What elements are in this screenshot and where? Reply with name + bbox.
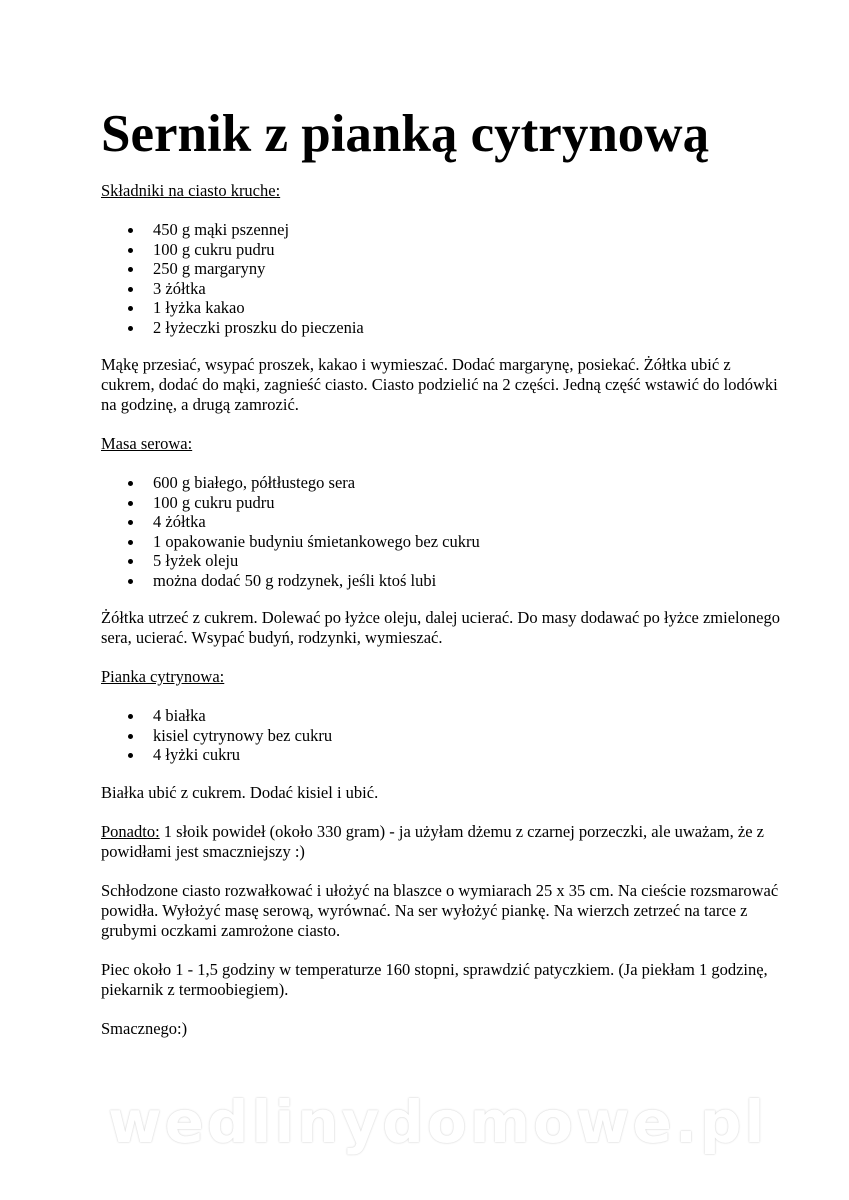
crust-instructions: Mąkę przesiać, wsypać proszek, kakao i wymieszać. Dodać margarynę, posiekać. Żółtka ubić z cukrem, dodać do mąki, zagnieść ciasto. Ciasto podzielić na 2 części. Jedną część wstawić do lodówki na godzinę, a drugą zamrozić. (101, 355, 778, 414)
list-item: 5 łyżek oleju (153, 551, 781, 571)
additionally-text: 1 słoik powideł (około 330 gram) - ja użyłam dżemu z czarnej porzeczki, ale uważam, że z powidłami jest smaczniejszy :) (101, 821, 764, 861)
list-item: 250 g margaryny (153, 259, 781, 279)
list-item: 4 łyżki cukru (153, 745, 781, 765)
cheese-heading: Masa serowa: (101, 434, 193, 453)
additionally-paragraph (101, 822, 781, 862)
additionally-label: Ponadto: (101, 821, 160, 841)
list-item: 4 żółtka (153, 512, 781, 532)
list-item: 2 łyżeczki proszku do pieczenia (153, 318, 781, 338)
list-item: kisiel cytrynowy bez cukru (153, 726, 781, 746)
assembly-paragraph: Schłodzone ciasto rozwałkować i ułożyć na blaszce o wymiarach 25 x 35 cm. Na cieście rozsmarować powidła. Wyłożyć masę serową, wyrównać. Na ser wyłożyć piankę. Na wierzch zetrzeć na tarce z grubymi oczkami zamrożone ciasto. (101, 880, 779, 940)
crust-heading: Składniki na ciasto kruche: (101, 181, 281, 200)
foam-instructions: Białka ubić z cukrem. Dodać kisiel i ubić. (101, 782, 379, 802)
cheese-instructions: Żółtka utrzeć z cukrem. Dolewać po łyżce oleju, dalej ucierać. Do masy dodawać po łyżce zmielonego sera, ucierać. Wsypać budyń, rodzynki, wymieszać. (101, 608, 780, 647)
list-item: 100 g cukru pudru (153, 493, 781, 513)
list-item: 1 opakowanie budyniu śmietankowego bez cukru (153, 532, 781, 552)
page-title: Sernik z pianką cytrynową (101, 105, 710, 163)
cheese-ingredient-list (101, 473, 781, 590)
list-item: 1 łyżka kakao (153, 298, 781, 318)
list-item: 600 g białego, półtłustego sera (153, 473, 781, 493)
foam-heading: Pianka cytrynowa: (101, 667, 225, 686)
foam-ingredient-list (101, 706, 781, 765)
crust-ingredient-list (101, 220, 781, 337)
list-item: 100 g cukru pudru (153, 240, 781, 260)
recipe-document (101, 103, 781, 1058)
closing-text: Smacznego:) (101, 1018, 188, 1038)
list-item: można dodać 50 g rodzynek, jeśli ktoś lubi (153, 571, 781, 591)
list-item: 4 białka (153, 706, 781, 726)
baking-paragraph: Piec około 1 - 1,5 godziny w temperaturze 160 stopni, sprawdzić patyczkiem. (Ja piekłam 1 godzinę, piekarnik z termoobiegiem). (101, 959, 768, 999)
watermark: wedlinydomowe.pl (108, 1088, 768, 1156)
list-item: 3 żółtka (153, 279, 781, 299)
list-item: 450 g mąki pszennej (153, 220, 781, 240)
